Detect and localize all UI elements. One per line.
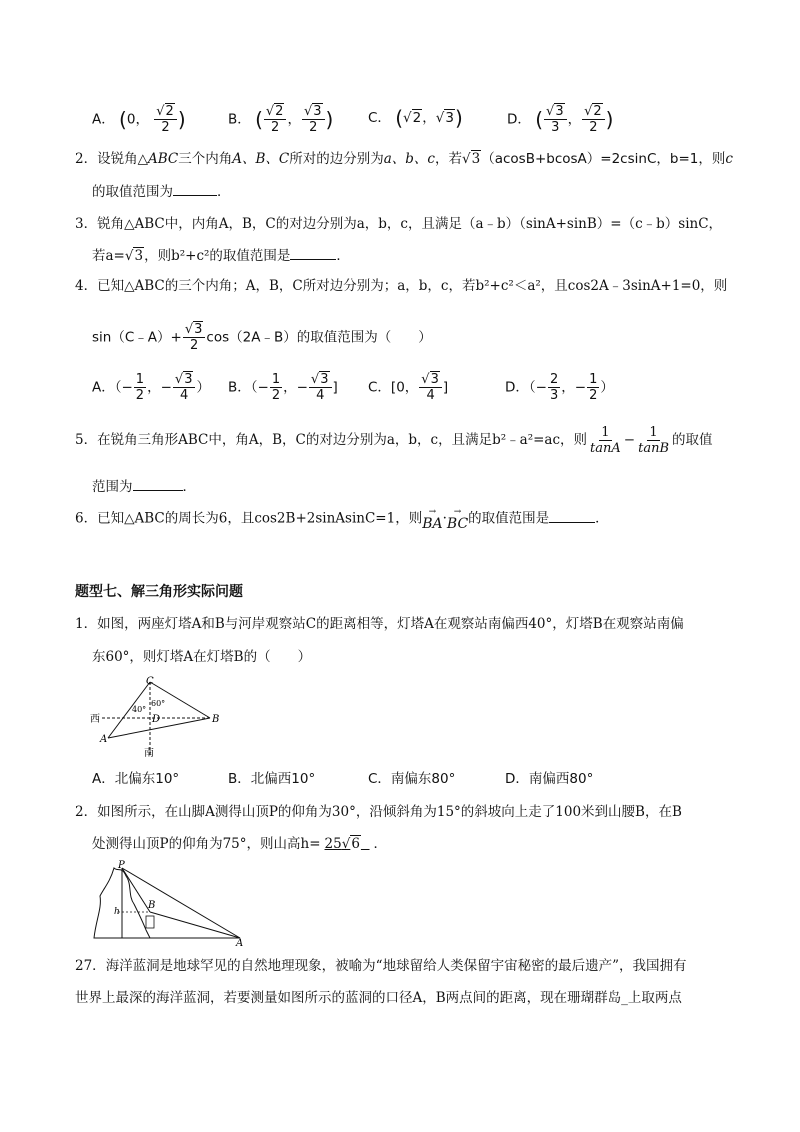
- option-a-label: A．（−: [92, 379, 133, 396]
- period: ．: [595, 510, 609, 527]
- fraction: $\frac{√2}{2}$: [582, 104, 605, 135]
- fraction: $\frac{√2}{2}$: [264, 104, 287, 135]
- close-bracket: ]: [442, 379, 449, 396]
- option-a-label: A．: [92, 111, 115, 128]
- option-d-label: D．（−: [505, 379, 547, 396]
- option-b-label: B．（−: [228, 379, 269, 396]
- text: 处测得山顶P的仰角为75°，则山高h=: [92, 836, 321, 852]
- label-west: 西: [90, 714, 100, 725]
- option-d-label: D．: [507, 111, 531, 128]
- fraction: $\frac{√3}{3}$: [544, 104, 567, 135]
- text: 如图所示，在山脚A测得山顶P的仰角为30°，沿倾斜角为15°的斜坡向上走了100米到山腰B，在B: [97, 804, 682, 820]
- question-number: 4．: [75, 278, 98, 294]
- close-paren: ）: [600, 379, 614, 396]
- sqrt-arg: 3: [134, 248, 144, 264]
- fraction: $\frac{√3}{2}$: [183, 322, 206, 353]
- text: 已知△ABC的周长为6，且cos2B+2sinAsinC=1，则: [97, 510, 423, 527]
- hatch-box: [146, 916, 154, 928]
- problem-2-line1: [75, 802, 682, 822]
- fraction: $\frac{√3}{4}$: [309, 372, 332, 403]
- mountain-diagram: [88, 860, 248, 946]
- separator: ，−: [283, 379, 308, 396]
- text: 世界上最深的海洋蓝洞，若要测量如图所示的蓝洞的口径A，B两点间的距离，现在珊瑚群岛_上取两点: [75, 990, 682, 1006]
- question-number: 3．: [75, 216, 98, 232]
- text: 海洋蓝洞是地球罕见的自然地理现象，被喻为“地球留给人类保留宇宙秘密的最后遗产”，我国拥有: [105, 958, 687, 974]
- fraction: $\frac{1}{2}$: [589, 372, 598, 403]
- close-paren: ）: [196, 379, 210, 396]
- fraction: $\frac{1}{\tan B}$: [638, 425, 669, 456]
- question-3-line1: [75, 214, 722, 234]
- question-5-line2: [92, 476, 196, 497]
- lighthouse-diagram: [88, 674, 228, 760]
- zero-value: 0，: [126, 111, 149, 128]
- option-b-label: B．: [228, 111, 251, 128]
- label-h: h: [114, 907, 120, 917]
- q1-option-d: D． ( $\frac{√3}{3}$ ， $\frac{√2}{2}$ ): [507, 104, 614, 135]
- fraction: $\frac{1}{\tan A}$: [590, 425, 621, 456]
- option-c-label: C．[0，: [368, 379, 419, 396]
- answer-blank[interactable]: [133, 476, 183, 491]
- period: ．: [336, 248, 350, 264]
- label-d: D: [152, 714, 161, 725]
- variable-c: c: [725, 151, 733, 167]
- expression: （acosB+bcosA）=2csinC，b=1，则: [481, 151, 726, 167]
- text: 的取值范围是: [468, 510, 550, 527]
- problem-1-option-a: A．北偏东10°: [92, 771, 180, 787]
- text: 设锐角△: [97, 151, 148, 167]
- question-4-expression: [92, 322, 432, 353]
- question-2-line1: 2．设锐角△ABC三个内角A、B、C所对的边分别为a、b、c，若√3（acosB+bcosA）=2csinC，b=1，则c: [75, 151, 733, 167]
- period: ．: [182, 479, 196, 495]
- problem-27-line2: [75, 988, 682, 1008]
- text: 范围为: [92, 479, 133, 495]
- label-b: B: [212, 714, 220, 725]
- text: 若a=: [92, 248, 125, 264]
- fraction: $\frac{√2}{2}$: [154, 104, 177, 135]
- close-bracket: ]: [332, 379, 338, 396]
- label-a: A: [100, 734, 108, 745]
- text: ，则b²+c²的取值范围是: [144, 248, 291, 264]
- question-4-option-d: [505, 372, 614, 403]
- text: 的取值: [672, 432, 713, 448]
- label-p: P: [118, 860, 125, 871]
- problem-1-option-c: C．南偏东80°: [368, 771, 456, 787]
- question-5-line1: [75, 425, 713, 456]
- label-c: C: [146, 676, 154, 687]
- question-3-line2: 若a=√3，则b²+c²的取值范围是 ．: [92, 245, 350, 266]
- text: 已知△ABC的三个内角；A，B，C所对边分别为；a，b，c，若b²+c²＜a²，且cos2A﹣3sinA+1=0，则: [97, 278, 728, 294]
- slope-ab: [150, 912, 240, 938]
- sides: a、b、c: [383, 151, 435, 167]
- q1-option-c: C． (√2，√3): [368, 106, 463, 130]
- label-b: B: [148, 900, 156, 911]
- question-4-option-c: [368, 372, 448, 403]
- period: ．: [217, 184, 231, 200]
- period: ．: [373, 836, 388, 852]
- angles: A、B、C: [232, 151, 290, 167]
- fraction: $\frac{√3}{2}$: [302, 104, 325, 135]
- q1-option-b: B． ( $\frac{√2}{2}$ ， $\frac{√3}{2}$ ): [228, 104, 334, 135]
- text: 锐角△ABC中，内角A，B，C的对边分别为a，b，c，且满足（a﹣b）（sinA+sinB）=（c﹣b）sinC，: [97, 216, 723, 232]
- text: sin（C﹣A）+: [92, 329, 182, 346]
- option-c-label: C．: [368, 110, 391, 126]
- q1-options: A． (0， $\frac{√2}{2}$ ): [92, 104, 186, 135]
- problem-1-line1: [75, 614, 684, 634]
- answer-blank[interactable]: [173, 181, 217, 196]
- fraction: $\frac{√3}{4}$: [173, 372, 196, 403]
- problem-1-line2: [92, 647, 311, 667]
- separator: ，−: [147, 379, 172, 396]
- text: 在锐角三角形ABC中，角A，B，C的对边分别为a，b，c，且满足b²﹣a²=ac，则: [97, 432, 588, 448]
- fraction: $\frac{1}{2}$: [135, 372, 145, 403]
- question-number: 6．: [75, 510, 98, 527]
- problem-2-line2: [92, 834, 387, 854]
- sqrt-arg: 3: [471, 151, 481, 167]
- minus: −: [623, 432, 636, 448]
- text: cos（2A﹣B）的取值范围为（ ）: [206, 329, 432, 346]
- separator: ，−: [561, 379, 587, 396]
- text: 三个内角: [178, 151, 233, 167]
- answer-blank[interactable]: [290, 245, 336, 260]
- label-south: 南: [144, 748, 154, 759]
- text: ，若: [435, 151, 462, 167]
- text: 的取值范围为: [92, 184, 173, 200]
- vector-ba: → BA: [422, 507, 443, 532]
- section-heading: 题型七、解三角形实际问题: [75, 584, 243, 600]
- line-pa: [122, 868, 240, 938]
- problem-27-line1: [75, 956, 687, 976]
- problem-1-option-d: D．南偏西80°: [505, 771, 594, 787]
- question-number: 5．: [75, 432, 98, 448]
- question-number: 1．: [75, 616, 98, 632]
- label-a: A: [236, 938, 244, 946]
- dot: ·: [442, 510, 447, 527]
- angle-40: 40°: [132, 705, 147, 714]
- question-6: [75, 507, 609, 531]
- question-number: 27．: [75, 958, 106, 974]
- text: 东60°，则灯塔A在灯塔B的（ ）: [92, 649, 312, 665]
- question-4-line1: [75, 276, 727, 296]
- problem-1-option-b: B．北偏西10°: [228, 771, 316, 787]
- question-number: 2．: [75, 151, 98, 167]
- triangle-name: ABC: [147, 151, 179, 167]
- fraction: $\frac{2}{3}$: [549, 372, 559, 403]
- text: 所对的边分别为: [289, 151, 384, 167]
- question-number: 2．: [75, 804, 98, 820]
- answer-blank[interactable]: [549, 508, 595, 523]
- fraction: $\frac{1}{2}$: [271, 372, 281, 403]
- question-4-option-a: [92, 372, 210, 403]
- question-4-option-b: [228, 372, 338, 403]
- fraction: $\frac{√3}{4}$: [419, 372, 442, 403]
- text: 如图，两座灯塔A和B与河岸观察站C的距离相等，灯塔A在观察站南偏西40°，灯塔B在观察站南偏: [97, 616, 684, 632]
- question-2-line2: [92, 181, 231, 202]
- vector-bc: → BC: [446, 507, 469, 532]
- answer-filled: 25√6: [324, 836, 360, 852]
- angle-60: 60°: [151, 699, 166, 708]
- line-pb: [122, 868, 150, 912]
